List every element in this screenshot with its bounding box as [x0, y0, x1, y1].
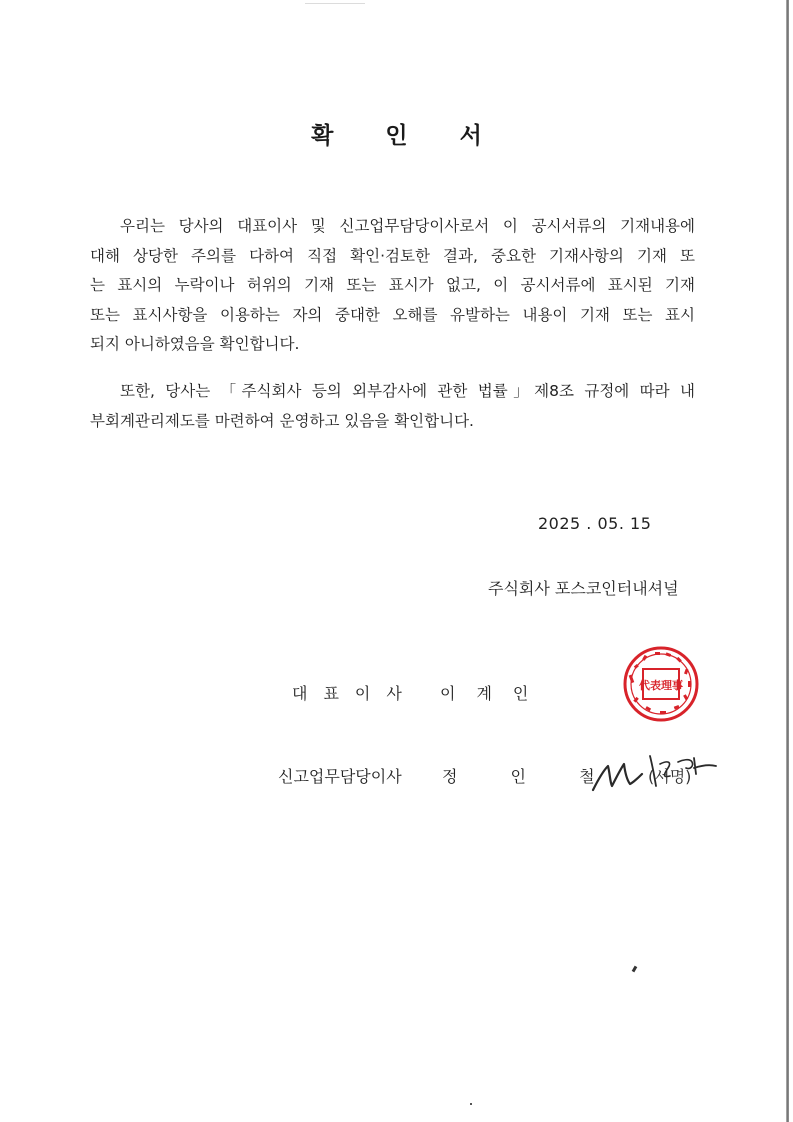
ceo-name: 이계인: [440, 684, 550, 703]
company-seal: [622, 645, 700, 723]
scan-speck: [632, 966, 638, 973]
paragraph-line: 되지 아니하였음을 확인합니다.: [90, 335, 300, 353]
document-title: 확 인 서: [311, 123, 504, 149]
scan-edge: [786, 0, 789, 1122]
paragraph-line: 는 표시의 누락이나 허위의 기재 또는 표시가 없고, 이 공시서류에 표시된 기재: [90, 276, 695, 294]
paragraph-line: 대해 상당한 주의를 다하여 직접 확인·검토한 결과, 중요한 기재사항의 기재 또: [90, 246, 695, 265]
paragraph-line: 또는 표시사항을 이용하는 자의 중대한 오해를 유발하는 내용이 기재 또는 표시: [90, 305, 695, 324]
paragraph-line: 우리는 당사의 대표이사 및 신고업무담당이사로서 이 공시서류의 기재내용에: [120, 217, 695, 235]
document-date: 2025 . 05. 15: [538, 514, 652, 533]
confirmation-paragraph: [90, 212, 695, 360]
seal-mark: 代表理事: [639, 679, 683, 692]
cfo-title: 신고업무담당이사: [278, 767, 402, 786]
internal-control-paragraph: [90, 377, 695, 436]
scan-speck: [470, 1103, 472, 1105]
paragraph-line: 부회계관리제도를 마련하여 운영하고 있음을 확인합니다.: [90, 411, 474, 430]
handwritten-signature: [590, 752, 720, 797]
cfo-name: 정 인 철: [442, 767, 619, 786]
ceo-title: 대표이사: [292, 684, 418, 703]
company-name: 주식회사 포스코인터내셔널: [488, 579, 679, 598]
paragraph-line: 또한, 당사는 「주식회사 등의 외부감사에 관한 법률」제8조 규정에 따라 내: [120, 382, 695, 400]
scan-artifact-top: [305, 3, 365, 4]
signature-label: (서명): [648, 767, 692, 786]
